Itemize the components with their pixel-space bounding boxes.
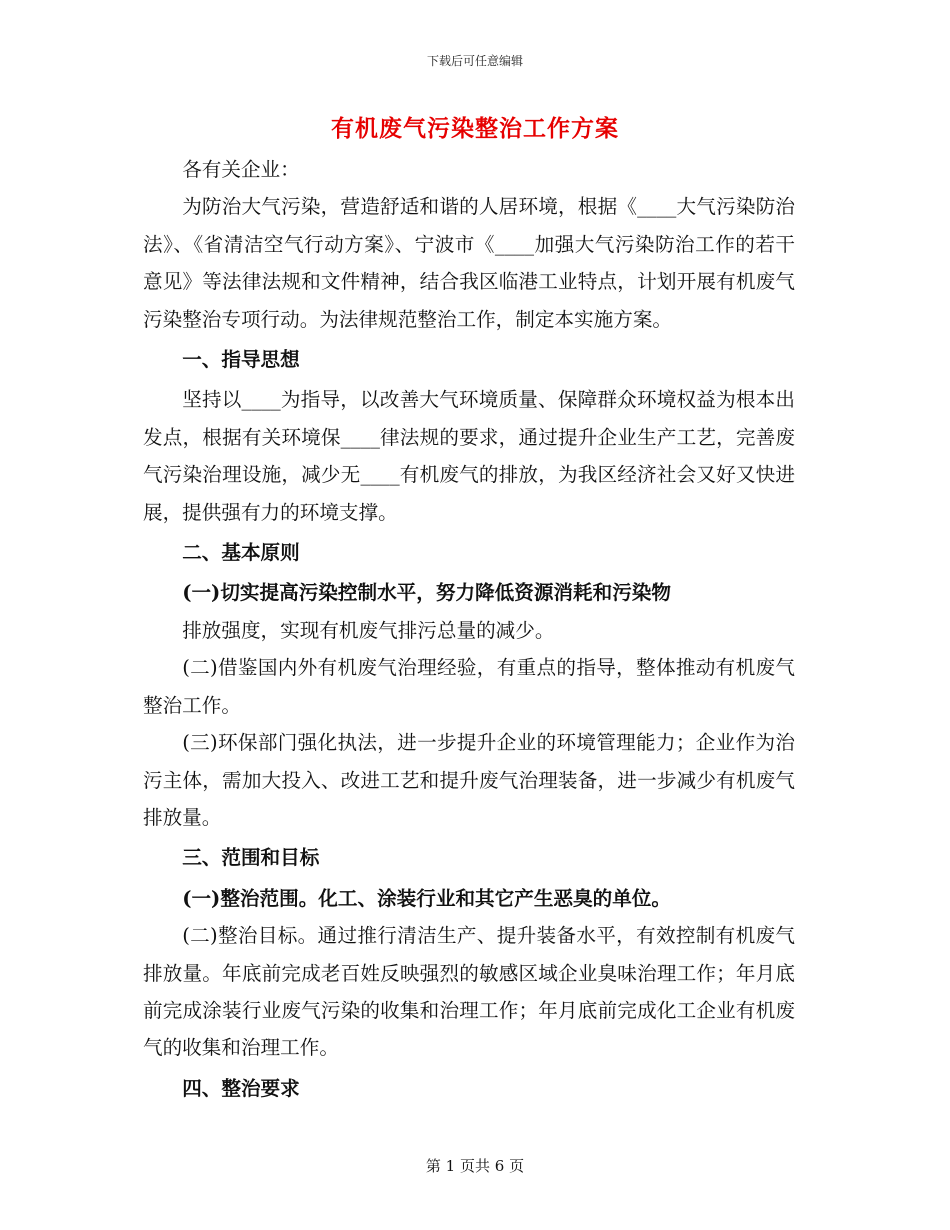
section-heading-scope-targets: 三、范围和目标	[182, 846, 320, 870]
page-header-note: 下载后可任意编辑	[426, 54, 523, 68]
principle-2: (二)借鉴国内外有机废气治理经验，有重点的指导，整体推动有机废气整治工作。	[143, 656, 795, 717]
section-heading-guiding-ideology: 一、指导思想	[182, 348, 300, 372]
guiding-ideology-paragraph: 坚持以____为指导，以改善大气环境质量、保障群众环境权益为根本出发点，根据有关环境保____律法规的要求，通过提升企业生产工艺，完善废气污染治理设施，减少无____有机废气的排放，为我区经济社会又好又快进展，提供强有力的环境支撑。	[143, 388, 795, 524]
salutation: 各有关企业：	[182, 158, 300, 181]
scope-paragraph: (一)整治范围。化工、涂装行业和其它产生恶臭的单位。	[182, 886, 671, 910]
section-heading-basic-principles: 二、基本原则	[182, 541, 300, 565]
principle-1-continued: 排放强度，实现有机废气排污总量的减少。	[182, 618, 555, 642]
intro-paragraph: 为防治大气污染，营造舒适和谐的人居环境，根据《____大气污染防治法》、《省清洁空气行动方案》、宁波市《____加强大气污染防治工作的若干意见》等法律法规和文件精神，结合我区临港工业特点，计划开展有机废气污染整治专项行动。为法律规范整治工作，制定本实施方案。	[143, 195, 795, 331]
document-body	[143, 151, 795, 1110]
principle-3: (三)环保部门强化执法，进一步提升企业的环境管理能力；企业作为治污主体，需加大投入、改进工艺和提升废气治理装备，进一步减少有机废气排放量。	[143, 731, 795, 829]
page-number-footer: 第 1 页共 6 页	[425, 1157, 525, 1175]
section-heading-requirements: 四、整治要求	[182, 1076, 300, 1100]
principle-1-lead: (一)切实提高污染控制水平，努力降低资源消耗和污染物	[182, 581, 671, 605]
document-title: 有机废气污染整治工作方案	[331, 115, 619, 142]
targets-paragraph: (二)整治目标。通过推行清洁生产、提升装备水平，有效控制有机废气排放量。年底前完成老百姓反映强烈的敏感区域企业臭味治理工作；年月底前完成涂装行业废气污染的收集和治理工作；年月底前完成化工企业有机废气的收集和治理工作。	[143, 924, 795, 1060]
